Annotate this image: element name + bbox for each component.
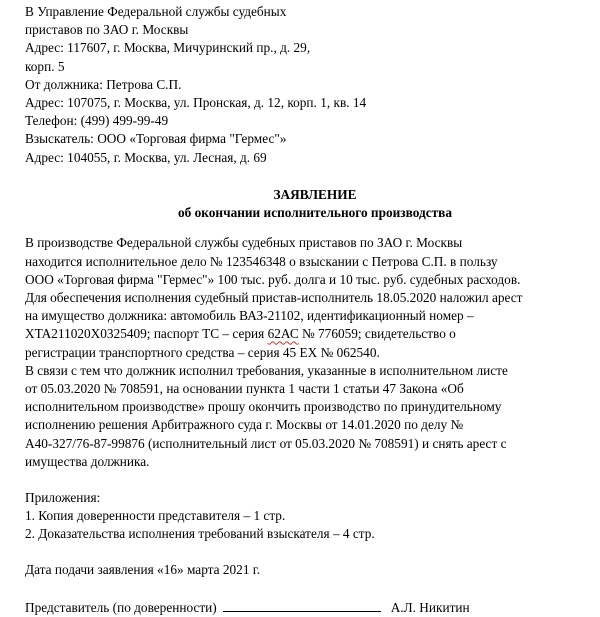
spacer (25, 580, 585, 598)
document-page (25, 3, 585, 616)
signature-line (223, 598, 381, 612)
document-title (25, 186, 585, 223)
signature-row (25, 598, 585, 616)
signature-name: А.Л. Никитин (390, 599, 470, 615)
body-line: Для обеспечения исполнения судебный пристав-исполнитель 18.05.2020 наложил арест (25, 290, 523, 306)
header-line: корп. 5 (25, 58, 65, 74)
header-line: Адрес: 117607, г. Москва, Мичуринский пр., д. 29, (25, 40, 311, 56)
statement-body (25, 234, 585, 470)
header-line: Взыскатель: ООО «Торговая фирма "Гермес"» (25, 131, 287, 147)
header-line: приставов по ЗАО г. Москвы (25, 22, 189, 38)
header-line: В Управление Федеральной службы судебных (25, 4, 287, 19)
body-line-passport (25, 325, 585, 343)
body-line: ООО «Торговая фирма "Гермес"» 100 тыс. руб. долга и 10 тыс. руб. судебных расходов. (25, 271, 521, 287)
appendix-heading: Приложения: (25, 489, 101, 505)
body-line: А40-327/76-87-99876 (исполнительный лист от 05.03.2020 № 708591) и снять арест с (25, 435, 507, 451)
body-line: от 05.03.2020 № 708591, на основании пункта 1 части 1 статьи 47 Закона «Об (25, 380, 464, 396)
appendix-block (25, 489, 585, 544)
body-line: В связи с тем что должник исполнил требования, указанные в исполнительном листе (25, 362, 508, 378)
body-line: В производстве Федеральной службы судебных приставов по ЗАО г. Москвы (25, 235, 463, 251)
header-line: Телефон: (499) 499-99-49 (25, 113, 169, 129)
body-line: исполнительном производстве» прошу окончить производство по принудительному (25, 399, 502, 415)
header-line: От должника: Петрова С.П. (25, 76, 182, 92)
body-line: регистрации транспортного средства – серия 45 ЕХ № 062540. (25, 344, 380, 360)
addressee-block (25, 3, 585, 167)
body-line: имущества должника. (25, 453, 150, 469)
body-line-passport-start: XTA211020X0325409; паспорт ТС – серия (25, 326, 268, 342)
body-line: находится исполнительное дело № 123546348 о взыскании с Петрова С.П. в пользу (25, 253, 498, 269)
header-line: Адрес: 104055, г. Москва, ул. Лесная, д. 69 (25, 149, 267, 165)
appendix-item: 1. Копия доверенности представителя – 1 стр. (25, 508, 286, 524)
body-line-passport-tail: № 776059; свидетельство о (298, 326, 456, 342)
header-line: Адрес: 107075, г. Москва, ул. Пронская, д. 12, корп. 1, кв. 14 (25, 94, 367, 110)
appendix-item: 2. Доказательства исполнения требований взыскателя – 4 стр. (25, 526, 375, 542)
body-line: на имущество должника: автомобиль ВАЗ-21102, идентификационный номер – (25, 308, 474, 324)
body-line: исполнению решения Арбитражного суда г. Москвы от 14.01.2020 по делу № (25, 417, 464, 433)
submission-date: Дата подачи заявления «16» марта 2021 г. (25, 562, 261, 578)
spacer (25, 543, 585, 561)
spacer (25, 471, 585, 489)
passport-series-spellcheck: 62АС (267, 326, 299, 342)
title-subtitle: об окончании исполнительного производства (178, 205, 452, 221)
signature-label: Представитель (по доверенности) (25, 599, 217, 615)
title-main: ЗАЯВЛЕНИЕ (273, 186, 357, 202)
